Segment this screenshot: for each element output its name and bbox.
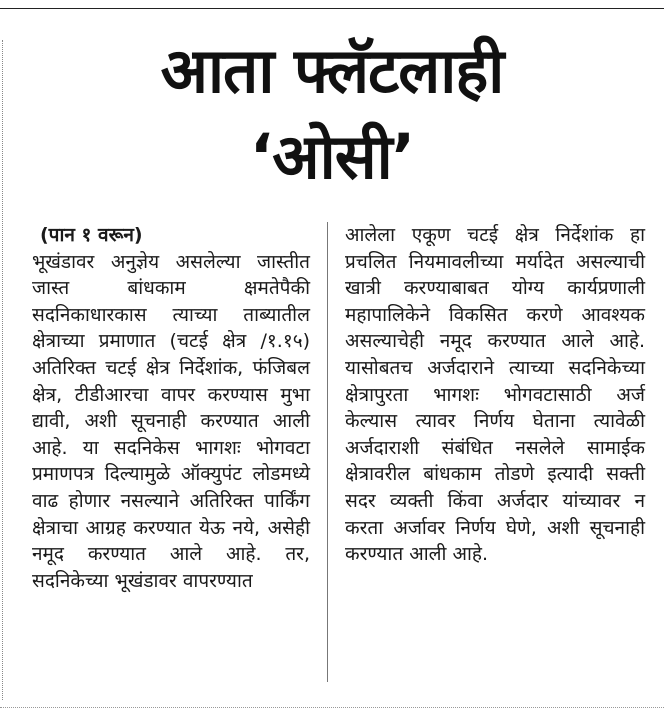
headline-line-2: ‘ओसी’ xyxy=(249,120,415,193)
top-rule xyxy=(0,8,664,9)
right-column-text: आलेला एकूण चटई क्षेत्र निर्देशांक हा प्रचलित नियमावलीच्या मर्यादेत असल्याची खात्री करण्याबाबत योग्य कार्यप्रणाली महापालिकेने विकसित करणे आवश्यक असल्याचेही नमूद करण्यात आले आहे. यासोबतच अर्जदाराने त्याच्या सदनिकेच्या क्षेत्रापुरता भागशः भोगवटासाठी अर्ज केल्यास त्यावर निर्णय घेताना त्यावेळी अर्जदाराशी संबंधित नसलेले सामाईक क्षेत्रावरील बांधकाम तोडणे इत्यादी सक्ती सदर व्यक्ती किंवा अर्जदार यांच्यावर न करता अर्जावर निर्णय घेणे, अशी सूचनाही करण्यात आली आहे. xyxy=(345,224,645,566)
bottom-dotted-border xyxy=(0,707,664,708)
article-right-column xyxy=(345,222,645,568)
headline-line-1: आता फ्लॅटलाही xyxy=(160,34,504,107)
left-column-text: भूखंडावर अनुज्ञेय असलेल्या जास्तीत जास्त बांधकाम क्षमतेपैकी सदनिकाधारकास त्याच्या ताब्यातील क्षेत्राच्या प्रमाणात (चटई क्षेत्र /१.१५) अतिरिक्त चटई क्षेत्र निर्देशांक, फंजिबल क्षेत्र, टीडीआरचा वापर करण्यास मुभा द्यावी, अशी सूचनाही करण्यात आली आहे. या सदनिकेस भागशः भोगवटा प्रमाणपत्र दिल्यामुळे ऑक्युपंट लोडमध्ये वाढ होणार नसल्याने अतिरिक्त पार्किंग क्षेत्राचा आग्रह करण्यात येऊ नये, असेही नमूद करण्यात आले आहे. तर, सदनिकेच्या भूखंडावर वापरण्यात xyxy=(32,250,310,592)
headline xyxy=(20,28,644,200)
column-divider xyxy=(327,222,328,682)
continuation-label: (पान १ वरून) xyxy=(40,224,143,246)
left-dotted-border xyxy=(2,40,3,700)
article-left-column xyxy=(18,222,310,594)
